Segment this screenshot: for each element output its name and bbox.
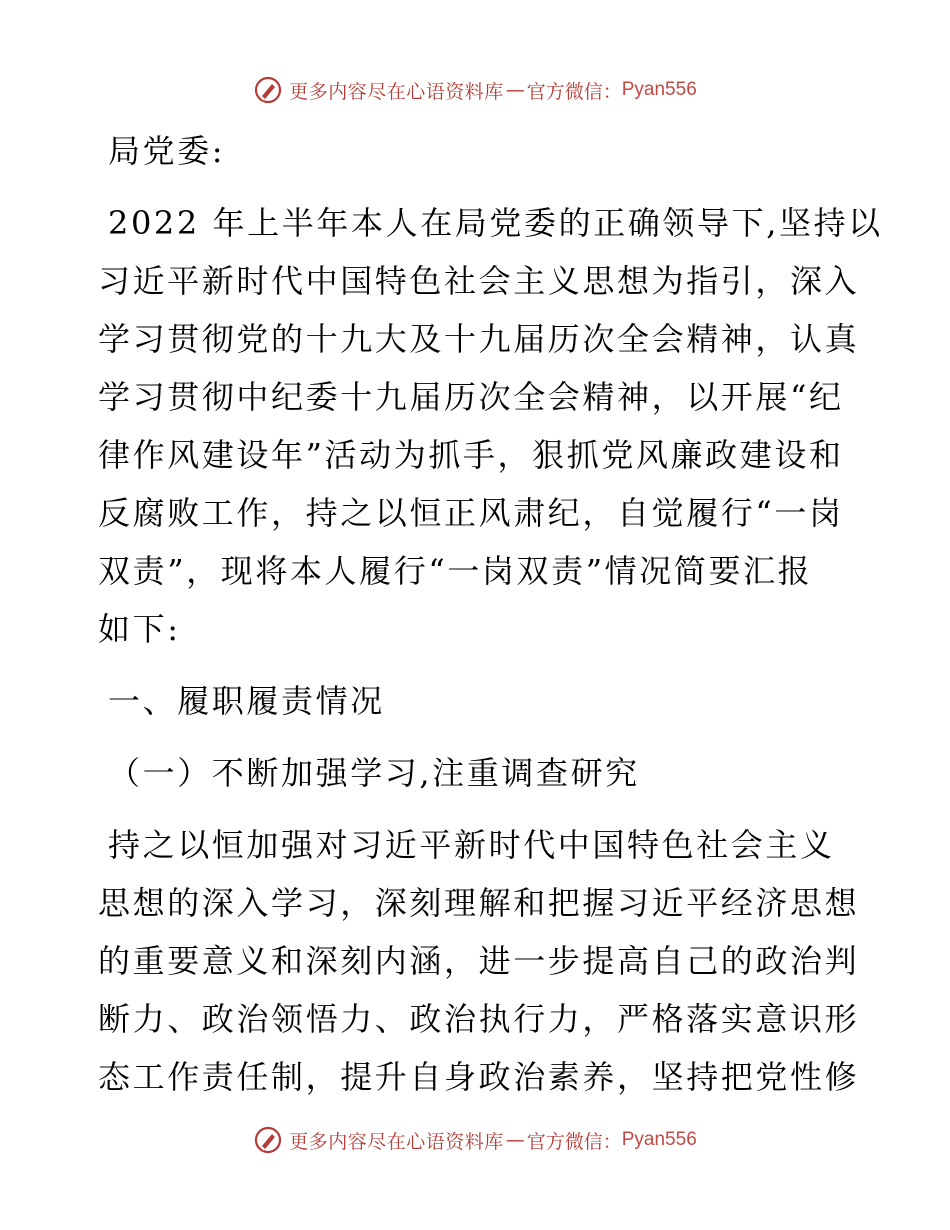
text-line: 断力、政治领悟力、政治执行力，严格落实意识形 — [98, 1000, 860, 1038]
pen-logo-icon — [253, 75, 283, 105]
watermark-main-text: 更多内容尽在心语资料库 — [289, 80, 504, 103]
text-line: 学习贯彻党的十九大及十九届历次全会精神，认真 — [98, 320, 860, 358]
intro-paragraph — [98, 194, 883, 658]
watermark-wechat-label: 官方微信： — [526, 1130, 622, 1153]
document-body — [98, 122, 883, 1106]
watermark-separator: — — [505, 1129, 525, 1151]
text-line: 学习贯彻中纪委十九届历次全会精神，以开展“纪 — [98, 378, 844, 416]
text-line: 反腐败工作，持之以恒正风肃纪，自觉履行“一岗 — [98, 494, 844, 532]
watermark-main-text: 更多内容尽在心语资料库 — [289, 1130, 504, 1153]
text-line: 如下: — [98, 610, 181, 648]
text-line: 的重要意义和深刻内涵，进一步提高自己的政治判 — [98, 942, 860, 980]
pen-logo-icon — [253, 1125, 283, 1155]
text-line: 律作风建设年”活动为抓手，狠抓党风廉政建设和 — [98, 436, 844, 474]
text-line: 习近平新时代中国特色社会主义思想为指引，深入 — [98, 262, 860, 300]
spacer — [98, 180, 858, 194]
text-line: 2022 年上半年本人在局党委的正确领导下,坚持以 — [108, 204, 883, 242]
body-paragraph — [98, 816, 858, 1106]
spacer — [98, 802, 858, 816]
watermark-wechat-id: Pyan556 — [621, 1129, 697, 1150]
text-line: 双责”，现将本人履行“一岗双责”情况简要汇报 — [98, 552, 813, 590]
text-line: 持之以恒加强对习近平新时代中国特色社会主义 — [108, 826, 835, 864]
subsection-heading: （一）不断加强学习,注重调查研究 — [108, 754, 640, 792]
footer-watermark — [0, 1120, 950, 1160]
spacer — [98, 658, 858, 672]
salutation: 局党委: — [108, 132, 226, 170]
watermark-wechat-label: 官方微信： — [526, 80, 622, 103]
text-line: 思想的深入学习，深刻理解和把握习近平经济思想 — [98, 884, 860, 922]
text-line: 态工作责任制，提升自身政治素养，坚持把党性修 — [98, 1058, 860, 1096]
watermark-separator: — — [505, 79, 525, 101]
header-watermark — [0, 70, 950, 110]
watermark-wechat-id: Pyan556 — [621, 79, 697, 100]
section-heading: 一、履职履责情况 — [108, 682, 385, 720]
spacer — [98, 730, 858, 744]
